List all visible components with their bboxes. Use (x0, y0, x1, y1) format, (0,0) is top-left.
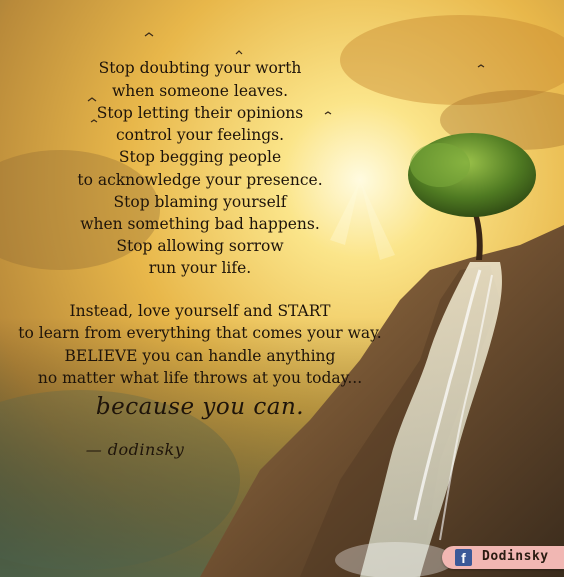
signature: — dodinsky (85, 440, 185, 459)
quote-line: run your life. (148, 259, 252, 277)
quote-line: control your feelings. (115, 126, 285, 144)
quote-line: to learn from everything that comes your way. (18, 324, 382, 342)
quote-line: Stop allowing sorrow (116, 237, 284, 255)
closing-line: because you can. (95, 394, 305, 420)
quote-line: Stop begging people (118, 148, 282, 166)
quote-line: no matter what life throws at you today... (37, 369, 363, 387)
quote-line: Stop blaming yourself (113, 193, 287, 211)
badge-label: Dodinsky (482, 549, 549, 564)
quote-line: when something bad happens. (80, 215, 320, 233)
facebook-icon: f (455, 549, 472, 566)
quote-line: Stop doubting your worth (98, 59, 302, 77)
quote-line: BELIEVE you can handle anything (64, 347, 336, 365)
facebook-badge[interactable] (442, 546, 564, 569)
quote-line: Stop letting their opinions (96, 104, 304, 122)
quote-line: when someone leaves. (111, 82, 289, 100)
quote-line: Instead, love yourself and START (69, 302, 331, 320)
quote-line: to acknowledge your presence. (77, 171, 323, 189)
